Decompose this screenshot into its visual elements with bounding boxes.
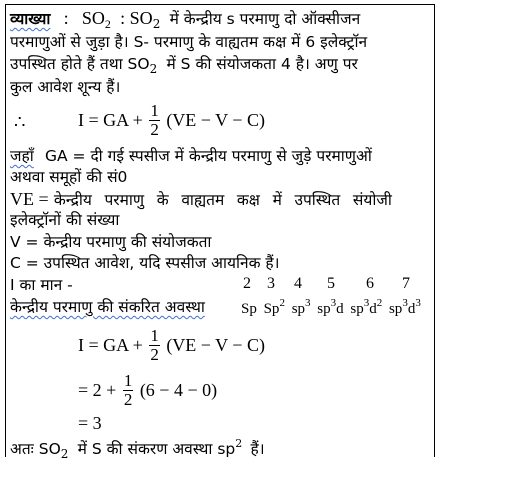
calc-step-2: = 2 + $\frac{1}{2}$ (6 − 4 − 0) [78,371,218,409]
i-value-5: 5 [327,275,335,292]
definition-ve: VE = केन्द्रीय परमाणु के वाह्यतम कक्ष में उपस्थित संयोजी [10,189,392,209]
calc-formula: I = GA + $\frac{1}{2}$ (VE − V − C) [78,326,265,364]
definition-c: C = उपस्थित आवेश, यदि स्पसीज आयनिक हैं। [10,254,280,272]
calc-step-3: = 3 [78,413,102,433]
i-value-7: 7 [402,275,410,292]
explanation-line-1: व्याख्या : $SO_2$ : $SO_2$ में केन्द्रीय s परमाणु दो ऑक्सीजन [10,8,361,31]
hybrid-state-row: केन्द्रीय परमाणु की संकरित अवस्था [10,298,205,316]
heading-explanation: व्याख्या [10,10,51,28]
hybrid-states: Sp Sp$^2$ $sp^3$ $sp^3d$ $sp^3d^2$ $sp^3d^3$ [241,297,421,317]
i-value-label: I का मान - [10,276,73,294]
i-value-3: 3 [267,275,275,292]
i-value-2: 2 [243,275,251,292]
explanation-line-4: कुल आवेश शून्य हैं। [10,78,121,96]
definition-ga: जहाँ GA = दी गई स्पसीज में केन्द्रीय परमाणु से जुड़े परमाणुओं [10,147,372,165]
explanation-line-2: परमाणुओं से जुड़ा है। S- परमाणु के वाह्यतम कक्ष में 6 इलेक्ट्रॉन [10,33,368,51]
i-value-4: 4 [294,275,302,292]
fraction-half: $\frac{1}{2}$ [150,101,159,139]
explanation-line-3: उपस्थित होते हैं तथा $SO_2$ में S की संयोजकता 4 है। अणु पर [10,55,358,76]
conclusion: अतः $SO_2$ में S की संकरण अवस्था $sp^2$ हैं। [10,437,265,461]
definition-ga-cont: अथवा समूहों की सं0 [10,168,128,186]
formula-main: I = GA + $\frac{1}{2}$ (VE − V − C) [78,101,265,139]
therefore-symbol: ∴ [14,112,26,132]
definition-ve-cont: इलेक्ट्रॉनों की संख्या [10,211,120,229]
i-value-6: 6 [366,275,374,292]
definition-v: V = केन्द्रीय परमाणु की संयोजकता [10,233,212,251]
so2-formula: $SO_2$ [81,8,111,31]
